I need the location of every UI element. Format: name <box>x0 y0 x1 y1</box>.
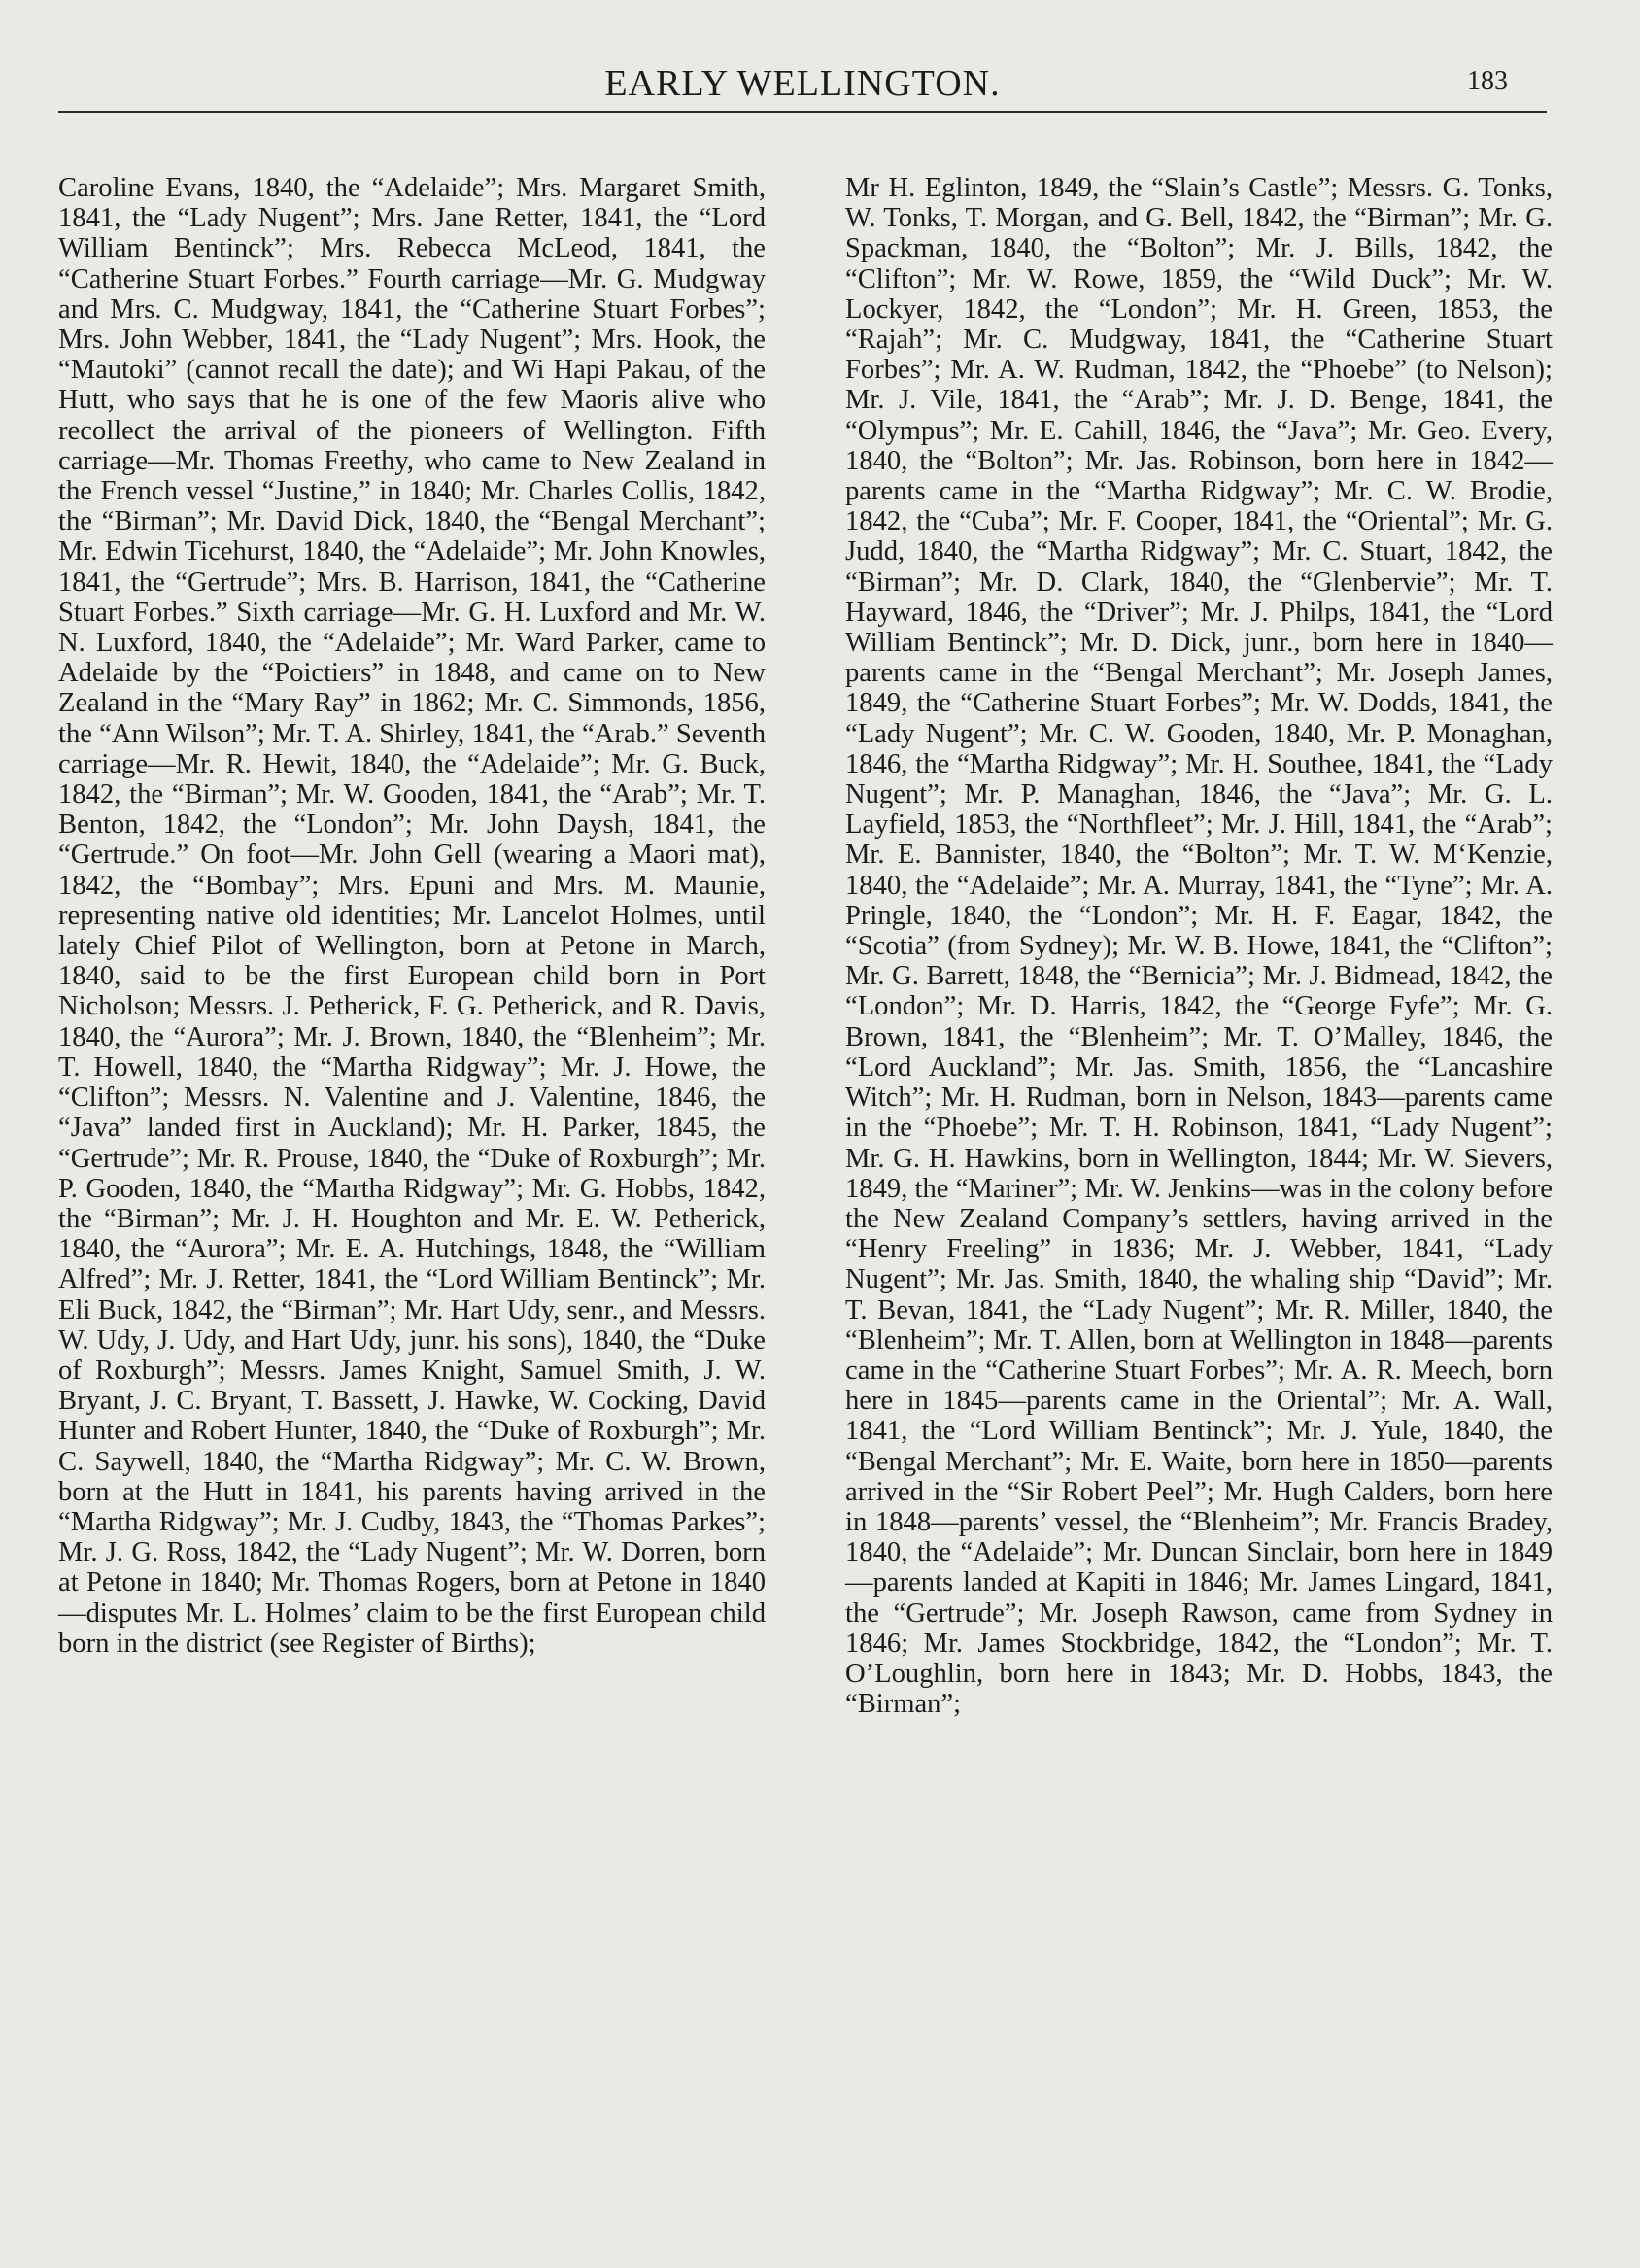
left-column <box>58 173 766 1659</box>
running-header <box>58 58 1547 111</box>
right-column <box>845 173 1553 1719</box>
right-column-text: Mr H. Eglinton, 1849, the “Slain’s Castle”; Messrs. G. Tonks, W. Tonks, T. Morgan, and G. Bell, 1842, the “Birman”; Mr. G. Spackman, 1840, the “Bolton”; Mr. J. Bills, 1842, the “Clifton”; Mr. W. Rowe, 1859, the “Wild Duck”; Mr. W. Lockyer, 1842, the “London”; Mr. H. Green, 1853, the “Rajah”; Mr. C. Mudgway, 1841, the “Catherine Stuart Forbes”; Mr. A. W. Rudman, 1842, the “Phoebe” (to Nelson); Mr. J. Vile, 1841, the “Arab”; Mr. J. D. Benge, 1841, the “Olympus”; Mr. E. Cahill, 1846, the “Java”; Mr. Geo. Every, 1840, the “Bolton”; Mr. Jas. Robinson, born here in 1842—parents came in the “Martha Ridgway”; Mr. C. W. Brodie, 1842, the “Cuba”; Mr. F. Cooper, 1841, the “Oriental”; Mr. G. Judd, 1840, the “Martha Ridgway”; Mr. C. Stuart, 1842, the “Birman”; Mr. D. Clark, 1840, the “Glenbervie”; Mr. T. Hayward, 1846, the “Driver”; Mr. J. Philps, 1841, the “Lord William Bentinck”; Mr. D. Dick, junr., born here in 1840—parents came in the “Bengal Merchant”; Mr. Joseph James, 1849, the “Catherine Stuart Forbes”; Mr. W. Dodds, 1841, the “Lady Nugent”; Mr. C. W. Gooden, 1840, Mr. P. Monaghan, 1846, the “Martha Ridgway”; Mr. H. Southee, 1841, the “Lady Nugent”; Mr. P. Managhan, 1846, the “Java”; Mr. G. L. Layfield, 1853, the “Northfleet”; Mr. J. Hill, 1841, the “Arab”; Mr. E. Bannister, 1840, the “Bolton”; Mr. T. W. M‘Kenzie, 1840, the “Adelaide”; Mr. A. Murray, 1841, the “Tyne”; Mr. A. Pringle, 1840, the “London”; Mr. H. F. Eagar, 1842, the “Scotia” (from Sydney); Mr. W. B. Howe, 1841, the “Clifton”; Mr. G. Barrett, 1848, the “Bernicia”; Mr. J. Bidmead, 1842, the “London”; Mr. D. Harris, 1842, the “George Fyfe”; Mr. G. Brown, 1841, the “Blenheim”; Mr. T. O’Malley, 1846, the “Lord Auckland”; Mr. Jas. Smith, 1856, the “Lancashire Witch”; Mr. H. Rudman, born in Nelson, 1843—parents came in the “Phoebe”; Mr. T. H. Robinson, 1841, “Lady Nugent”; Mr. G. H. Hawkins, born in Wellington, 1844; Mr. W. Sievers, 1849, the “Mariner”; Mr. W. Jenkins—was in the colony before the New Zealand Company’s settlers, having arrived in the “Henry Freeling” in 1836; Mr. J. Webber, 1841, “Lady Nugent”; Mr. Jas. Smith, 1840, the whaling ship “David”; Mr. T. Bevan, 1841, the “Lady Nugent”; Mr. R. Miller, 1840, the “Blenheim”; Mr. T. Allen, born at Wellington in 1848—parents came in the “Catherine Stuart Forbes”; Mr. A. R. Meech, born here in 1845—parents came in the Oriental”; Mr. A. Wall, 1841, the “Lord William Bentinck”; Mr. J. Yule, 1840, the “Bengal Merchant”; Mr. E. Waite, born here in 1850—parents arrived in the “Sir Robert Peel”; Mr. Hugh Calders, born here in 1848—parents’ vessel, the “Blenheim”; Mr. Francis Bradey, 1840, the “Adelaide”; Mr. Duncan Sinclair, born here in 1849—parents landed at Kapiti in 1846; Mr. James Lingard, 1841, the “Gertrude”; Mr. Joseph Rawson, came from Sydney in 1846; Mr. James Stockbridge, 1842, the “London”; Mr. T. O’Loughlin, born here in 1843; Mr. D. Hobbs, 1843, the “Birman”; <box>845 173 1553 1720</box>
left-column-text: Caroline Evans, 1840, the “Adelaide”; Mrs. Margaret Smith, 1841, the “Lady Nugent”; Mrs. Jane Retter, 1841, the “Lord William Bentinck”; Mrs. Rebecca McLeod, 1841, the “Catherine Stuart Forbes.” Fourth carriage—Mr. G. Mudgway and Mrs. C. Mudgway, 1841, the “Catherine Stuart Forbes”; Mrs. John Webber, 1841, the “Lady Nugent”; Mrs. Hook, the “Mautoki” (cannot recall the date); and Wi Hapi Pakau, of the Hutt, who says that he is one of the few Maoris alive who recollect the arrival of the pioneers of Wellington. Fifth carriage—Mr. Thomas Freethy, who came to New Zealand in the French vessel “Justine,” in 1840; Mr. Charles Collis, 1842, the “Birman”; Mr. David Dick, 1840, the “Bengal Merchant”; Mr. Edwin Ticehurst, 1840, the “Adelaide”; Mr. John Knowles, 1841, the “Gertrude”; Mrs. B. Harrison, 1841, the “Catherine Stuart Forbes.” Sixth carriage—Mr. G. H. Luxford and Mr. W. N. Luxford, 1840, the “Adelaide”; Mr. Ward Parker, came to Adelaide by the “Poictiers” in 1848, and came on to New Zealand in the “Mary Ray” in 1862; Mr. C. Simmonds, 1856, the “Ann Wilson”; Mr. T. A. Shirley, 1841, the “Arab.” Seventh carriage—Mr. R. Hewit, 1840, the “Adelaide”; Mr. G. Buck, 1842, the “Birman”; Mr. W. Gooden, 1841, the “Arab”; Mr. T. Benton, 1842, the “London”; Mr. John Daysh, 1841, the “Gertrude.” On foot—Mr. John Gell (wearing a Maori mat), 1842, the “Bombay”; Mrs. Epuni and Mrs. M. Maunie, representing native old identities; Mr. Lancelot Holmes, until lately Chief Pilot of Wellington, born at Petone in March, 1840, said to be the first European child born in Port Nicholson; Messrs. J. Petherick, F. G. Petherick, and R. Davis, 1840, the “Aurora”; Mr. J. Brown, 1840, the “Blenheim”; Mr. T. Howell, 1840, the “Martha Ridgway”; Mr. J. Howe, the “Clifton”; Messrs. N. Valentine and J. Valentine, 1846, the “Java” landed first in Auckland); Mr. H. Parker, 1845, the “Gertrude”; Mr. R. Prouse, 1840, the “Duke of Roxburgh”; Mr. P. Gooden, 1840, the “Martha Ridgway”; Mr. G. Hobbs, 1842, the “Birman”; Mr. J. H. Houghton and Mr. E. W. Petherick, 1840, the “Aurora”; Mr. E. A. Hutchings, 1848, the “William Alfred”; Mr. J. Retter, 1841, the “Lord William Bentinck”; Mr. Eli Buck, 1842, the “Birman”; Mr. Hart Udy, senr., and Messrs. W. Udy, J. Udy, and Hart Udy, junr. his sons), 1840, the “Duke of Roxburgh”; Messrs. James Knight, Samuel Smith, J. W. Bryant, J. C. Bryant, T. Bassett, J. Hawke, W. Cocking, David Hunter and Robert Hunter, 1840, the “Duke of Roxburgh”; Mr. C. Saywell, 1840, the “Martha Ridgway”; Mr. C. W. Brown, born at the Hutt in 1841, his parents having arrived in the “Martha Ridgway”; Mr. J. Cudby, 1843, the “Thomas Parkes”; Mr. J. G. Ross, 1842, the “Lady Nugent”; Mr. W. Dorren, born at Petone in 1840; Mr. Thomas Rogers, born at Petone in 1840—disputes Mr. L. Holmes’ claim to be the first European child born in the district (see Register of Births); <box>58 173 766 1659</box>
header-rule <box>58 111 1547 113</box>
page-title: EARLY WELLINGTON. <box>604 63 1001 104</box>
page-number: 183 <box>1467 66 1508 96</box>
